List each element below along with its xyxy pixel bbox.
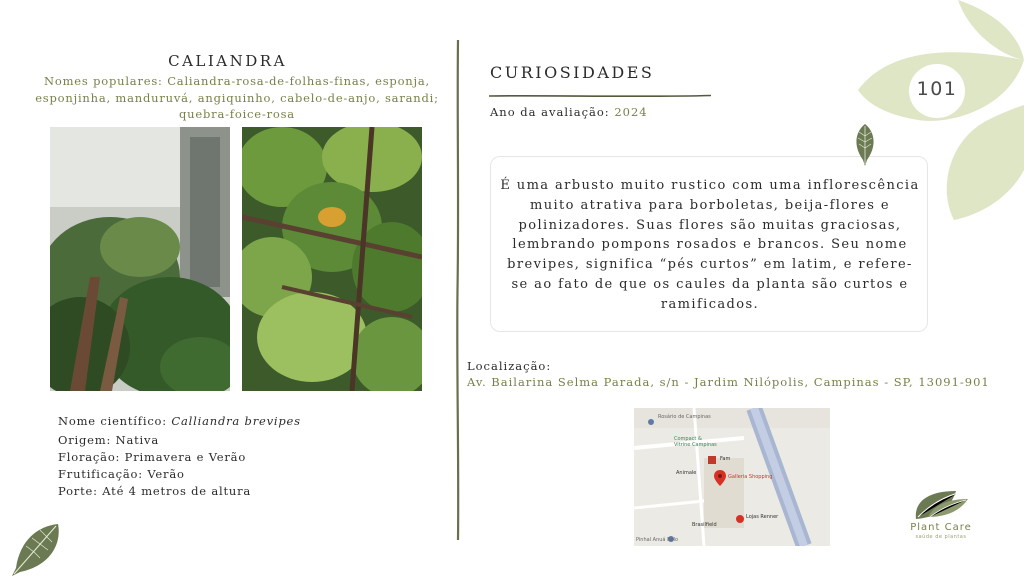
location-address: Av. Bailarina Selma Parada, s/n - Jardim Nilópolis, Campinas - SP, 13091-901 [467, 375, 990, 389]
plant-photo-1 [50, 127, 230, 391]
fruiting: Frutificação: Verão [58, 467, 185, 481]
map-label-pinhal: Pinhal Anuá Belo [636, 537, 679, 543]
leaf-icon [958, 0, 1024, 60]
map-label-compact: Compact & [674, 436, 702, 442]
page-number: 101 [916, 78, 958, 100]
year-value: 2024 [614, 105, 648, 119]
map-label-rosario: Rosário de Campinas [658, 414, 711, 420]
leaf-icon [853, 124, 877, 166]
curiosities-title: CURIOSIDADES [490, 63, 655, 82]
scientific-name-label: Nome científico: [58, 414, 172, 428]
popular-names: Nomes populares: Caliandra-rosa-de-folhas-finas, esponja, esponjinha, manduruvá, angiquinho, cabelo-de-anjo, sarandi; quebra-foice-rosa [35, 74, 439, 121]
plant-photo-2 [242, 127, 422, 391]
map-label-galleria: Galleria Shopping [728, 474, 773, 480]
map-label-animale: Animale [676, 470, 697, 476]
scientific-name [58, 413, 301, 430]
leaf-icon [947, 105, 1024, 220]
scientific-name-value: Calliandra brevipes [171, 414, 301, 428]
brand-tagline: saúde de plantas [915, 534, 967, 540]
map-label-renner: Lojas Renner [746, 514, 779, 520]
leaf-icon [10, 520, 62, 576]
location-label: Localização: [467, 359, 552, 373]
evaluation-year [490, 105, 648, 119]
brand-name: Plant Care [910, 522, 972, 533]
location-map[interactable] [634, 408, 830, 546]
column-divider [452, 40, 464, 540]
map-label-vitrine: Vitrine Campinas [674, 442, 717, 448]
curiosities-text: É uma arbusto muito rustico com uma inflorescência muito atrativa para borboletas, beija-flores e polinizadores. Suas flores são muitas graciosas, lembrando pompons rosados e brancos. Seu nome brevipes, significa “pés curtos” em latim, e refere-se ao fato de que os caules da planta são curtos e ramificados. [500, 178, 920, 312]
flowering: Floração: Primavera e Verão [58, 450, 247, 464]
map-label-fam: Fam [720, 456, 731, 462]
plant-size: Porte: Até 4 metros de altura [58, 484, 252, 498]
plant-facts [58, 413, 301, 500]
map-label-brasilfield: Brasilfield [692, 522, 717, 528]
year-label: Ano da avaliação: [490, 105, 615, 119]
plant-name: CALIANDRA [168, 52, 287, 70]
brand-logo-icon [900, 487, 982, 525]
title-underline [489, 84, 711, 90]
origin: Origem: Nativa [58, 433, 159, 447]
